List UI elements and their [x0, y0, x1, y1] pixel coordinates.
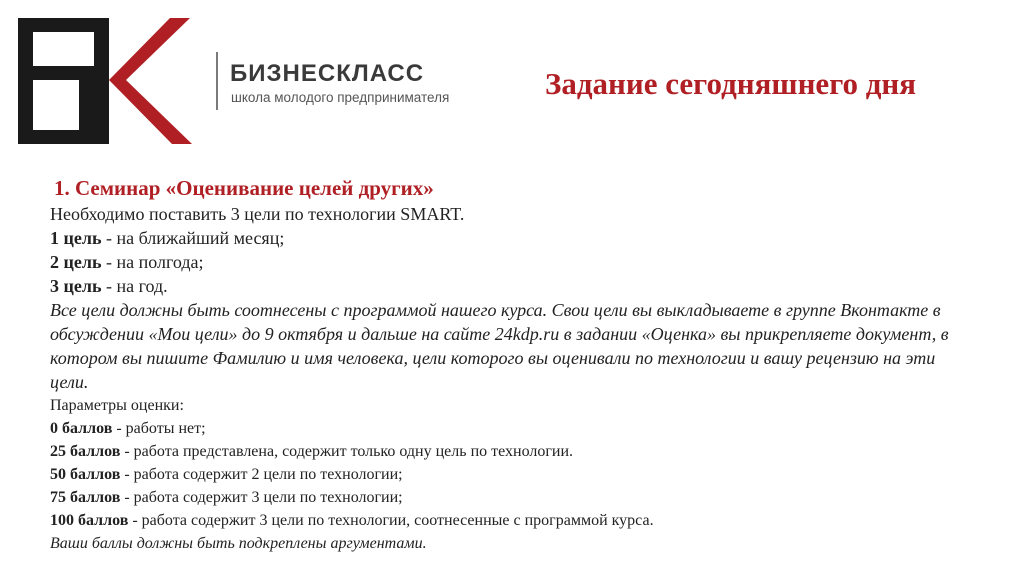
- grading-level: [50, 417, 990, 440]
- goal-text: - на полгода;: [101, 252, 204, 272]
- seminar-heading: 1. Семинар «Оценивание целей других»: [54, 176, 434, 200]
- logo-divider: [216, 52, 218, 110]
- grading-text: - работа содержит 3 цели по технологии, соотнесенные с программой курса.: [128, 512, 654, 529]
- grading-points: 100 баллов: [50, 512, 129, 529]
- seminar-intro: Необходимо поставить 3 цели по технологии SMART.: [50, 204, 465, 224]
- grading-points: 0 баллов: [50, 420, 113, 437]
- grading-level: [50, 463, 990, 486]
- grading-text: - работа содержит 2 цели по технологии;: [120, 466, 403, 483]
- page-title: Задание сегодняшнего дня: [545, 66, 917, 101]
- grading-points: 50 баллов: [50, 466, 121, 483]
- goal-label: 1 цель: [50, 228, 102, 248]
- goal-text: - на ближайший месяц;: [101, 228, 285, 248]
- brand-tagline: школа молодого предпринимателя: [231, 90, 450, 105]
- goal-item: [50, 226, 990, 250]
- grading-points: 25 баллов: [50, 443, 121, 460]
- goal-text: - на год.: [101, 276, 168, 296]
- grading-text: - работа представлена, содержит только одну цель по технологии.: [120, 443, 574, 460]
- grading-closing-note: Ваши баллы должны быть подкреплены аргументами.: [50, 535, 427, 552]
- brand-name: БИЗНЕСКЛАСС: [230, 60, 425, 87]
- grading-text: - работа содержит 3 цели по технологии;: [120, 489, 403, 506]
- brand-logo-mark: [18, 18, 194, 144]
- grading-level: [50, 486, 990, 509]
- grading-points: 75 баллов: [50, 489, 121, 506]
- grading-text: - работы нет;: [112, 420, 206, 437]
- grading-level: [50, 440, 990, 463]
- goal-label: 2 цель: [50, 252, 102, 272]
- goal-item: [50, 274, 990, 298]
- grading-level: [50, 509, 990, 532]
- assignment-content: [50, 174, 990, 555]
- goal-label: 3 цель: [50, 276, 102, 296]
- grading-title: Параметры оценки:: [50, 397, 184, 414]
- instructions-paragraph: Все цели должны быть соотнесены с программой нашего курса. Свои цели вы выкладываете в группе Вконтакте в обсуждении «Мои цели» до 9 октября и дальше на сайте 24kdp.ru в задании «Оценка» вы прикрепляете документ, в котором вы пишите Фамилию и имя человека, цели которого вы оценивали по технологии и вашу рецензию на эти цели.: [50, 300, 949, 392]
- goal-item: [50, 250, 990, 274]
